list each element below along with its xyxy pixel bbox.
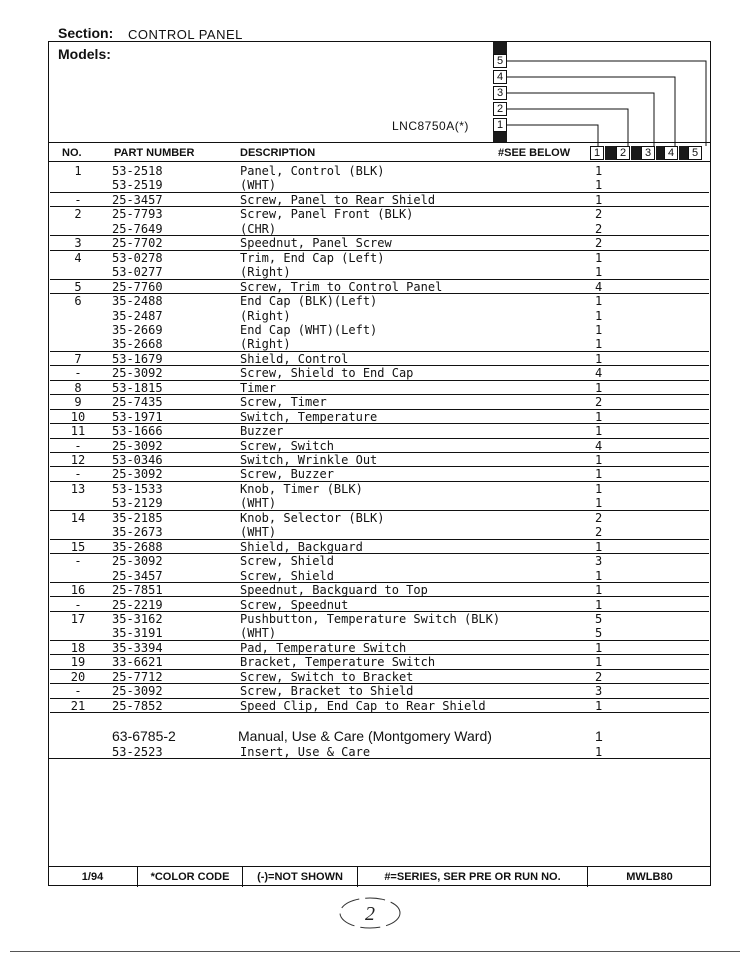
- item-number: 9: [74, 395, 82, 410]
- item-number: 5: [74, 279, 82, 294]
- table-row: [50, 207, 709, 220]
- table-row: [50, 395, 709, 409]
- item-number: 11: [70, 424, 86, 439]
- table-row: [50, 309, 709, 322]
- table-row: [50, 236, 709, 250]
- quantity: 1: [595, 308, 603, 323]
- item-number: 3: [74, 236, 82, 251]
- part-number: 25-7851: [112, 583, 163, 598]
- description: Knob, Selector (BLK): [240, 510, 385, 525]
- table-row: [50, 337, 709, 351]
- row-rule: [48, 758, 711, 759]
- table-row: [50, 280, 709, 294]
- quantity: 2: [595, 669, 603, 684]
- description: Trim, End Cap (Left): [240, 250, 385, 265]
- description: (WHT): [240, 626, 277, 641]
- description: Screw, Shield: [240, 568, 334, 583]
- header-top-rule: [48, 142, 711, 143]
- table-row: [50, 366, 709, 380]
- description: Timer: [240, 380, 277, 395]
- quantity: 3: [595, 684, 603, 699]
- description: Screw, Buzzer: [240, 467, 334, 482]
- models-label: Models:: [58, 46, 111, 62]
- table-row: [50, 684, 709, 698]
- table-row: [50, 453, 709, 467]
- quantity: 1: [595, 496, 603, 511]
- col-header-part-number: PART NUMBER: [114, 147, 195, 159]
- quantity: 4: [595, 279, 603, 294]
- quantity: 1: [595, 539, 603, 554]
- series-col-1: 1: [590, 146, 604, 160]
- part-number: 53-1679: [112, 351, 163, 366]
- footer-color-code: *COLOR CODE: [138, 867, 243, 887]
- quantity: 1: [595, 337, 603, 352]
- table-row: [50, 511, 709, 524]
- table-row: [50, 265, 709, 279]
- part-number: 25-7702: [112, 236, 163, 251]
- description: Screw, Shield: [240, 554, 334, 569]
- item-number: 19: [70, 655, 86, 670]
- quantity: 2: [595, 236, 603, 251]
- item-number: 4: [74, 250, 82, 265]
- col-header-description: DESCRIPTION: [240, 147, 316, 159]
- quantity: 1: [595, 351, 603, 366]
- quantity: 1: [595, 568, 603, 583]
- series-box-3: 3: [493, 86, 507, 100]
- part-number: 25-3092: [112, 684, 163, 699]
- quantity: 1: [595, 409, 603, 424]
- part-number: 35-2673: [112, 525, 163, 540]
- part-number: 25-3092: [112, 438, 163, 453]
- series-box-5: 5: [493, 54, 507, 68]
- part-number: 25-7649: [112, 221, 163, 236]
- part-number: 35-2487: [112, 308, 163, 323]
- description: Screw, Timer: [240, 395, 327, 410]
- part-number: 53-1815: [112, 380, 163, 395]
- item-number: 12: [70, 453, 86, 467]
- description: Switch, Temperature: [240, 409, 378, 424]
- table-row: [50, 525, 709, 539]
- series-col-3: 3: [641, 146, 655, 160]
- header-bottom-rule: [48, 161, 711, 162]
- section-label: Section:: [58, 25, 114, 41]
- part-number: 35-3191: [112, 626, 163, 641]
- table-row: [50, 193, 709, 207]
- part-number: 53-2519: [112, 178, 163, 193]
- item-number: 17: [70, 611, 86, 626]
- bottom-rule: [10, 951, 740, 952]
- table-row: [50, 626, 709, 640]
- series-box-4: 4: [493, 70, 507, 84]
- table-row: [50, 612, 709, 625]
- description: Shield, Control: [240, 351, 349, 366]
- quantity: 1: [595, 481, 603, 496]
- description: Screw, Switch: [240, 438, 334, 453]
- item-number: 15: [70, 539, 86, 554]
- description: Insert, Use & Care: [240, 745, 371, 759]
- description: (WHT): [240, 525, 277, 540]
- part-number: 25-7760: [112, 279, 163, 294]
- item-number: 14: [70, 510, 86, 525]
- description: Screw, Panel to Rear Shield: [240, 192, 436, 207]
- item-number: -: [74, 366, 82, 381]
- description: Shield, Backguard: [240, 539, 363, 554]
- table-row: [50, 251, 709, 264]
- quantity: 1: [595, 698, 603, 713]
- item-number: 8: [74, 380, 82, 395]
- quantity: 1: [595, 265, 603, 280]
- table-row: [50, 745, 709, 758]
- table-row: [50, 670, 709, 684]
- description: (Right): [240, 337, 291, 352]
- item-number: 10: [70, 409, 86, 424]
- series-connector-lines: [0, 0, 750, 160]
- quantity: 2: [595, 221, 603, 236]
- part-number: 63-6785-2: [112, 728, 176, 744]
- model-name: LNC8750A(*): [392, 119, 469, 133]
- description: (CHR): [240, 221, 277, 236]
- part-number: 35-3162: [112, 611, 163, 626]
- description: (Right): [240, 265, 291, 280]
- description: Screw, Switch to Bracket: [240, 669, 414, 684]
- description: End Cap (WHT)(Left): [240, 322, 378, 337]
- table-row: [50, 496, 709, 510]
- part-number: 25-2219: [112, 597, 163, 612]
- quantity: 1: [595, 640, 603, 655]
- part-number: 35-2185: [112, 510, 163, 525]
- description: End Cap (BLK)(Left): [240, 294, 378, 309]
- quantity: 5: [595, 611, 603, 626]
- description: Buzzer: [240, 424, 284, 439]
- quantity: 1: [595, 453, 603, 467]
- quantity: 1: [595, 294, 603, 309]
- footer-series-note: #=SERIES, SER PRE OR RUN NO.: [358, 867, 588, 887]
- part-number: 35-3394: [112, 640, 163, 655]
- item-number: 21: [70, 698, 86, 713]
- quantity: 2: [595, 510, 603, 525]
- quantity: 1: [595, 322, 603, 337]
- quantity: 5: [595, 626, 603, 641]
- description: Knob, Timer (BLK): [240, 481, 363, 496]
- series-col-divider: [605, 146, 616, 160]
- table-row: [50, 554, 709, 567]
- table-row: [50, 424, 709, 438]
- series-box-2: 2: [493, 102, 507, 116]
- description: Screw, Speednut: [240, 597, 349, 612]
- part-number: 25-7793: [112, 207, 163, 222]
- table-row: [50, 655, 709, 669]
- item-number: 16: [70, 583, 86, 598]
- item-number: 2: [74, 207, 82, 222]
- item-number: 13: [70, 481, 86, 496]
- quantity: 4: [595, 366, 603, 381]
- description: Panel, Control (BLK): [240, 164, 385, 178]
- description: Screw, Panel Front (BLK): [240, 207, 414, 222]
- quantity: 1: [595, 655, 603, 670]
- quantity: 1: [595, 467, 603, 482]
- table-row: [50, 540, 709, 554]
- part-number: 53-0278: [112, 250, 163, 265]
- part-number: 53-2129: [112, 496, 163, 511]
- series-col-4: 4: [664, 146, 678, 160]
- quantity: 1: [595, 192, 603, 207]
- table-row: [50, 482, 709, 495]
- part-number: 25-7852: [112, 698, 163, 713]
- part-number: 35-2668: [112, 337, 163, 352]
- series-box-1: 1: [493, 118, 507, 132]
- part-number: 25-3457: [112, 192, 163, 207]
- item-number: 6: [74, 294, 82, 309]
- footer-date: 1/94: [48, 867, 138, 887]
- description: Manual, Use & Care (Montgomery Ward): [238, 728, 492, 744]
- table-row: [50, 410, 709, 424]
- quantity: 1: [595, 178, 603, 193]
- part-number: 53-0346: [112, 453, 163, 467]
- item-number: 18: [70, 640, 86, 655]
- part-number: 35-2669: [112, 322, 163, 337]
- item-number: 20: [70, 669, 86, 684]
- quantity: 2: [595, 525, 603, 540]
- table-row: [50, 439, 709, 453]
- series-col-5: 5: [688, 146, 702, 160]
- footer-bar: [48, 866, 711, 887]
- col-header-see-below: #SEE BELOW: [498, 147, 571, 159]
- part-number: 25-3092: [112, 467, 163, 482]
- quantity: 1: [595, 380, 603, 395]
- part-number: 33-6621: [112, 655, 163, 670]
- table-row: [50, 164, 709, 177]
- description: Speednut, Backguard to Top: [240, 583, 428, 598]
- part-number: 25-3457: [112, 568, 163, 583]
- part-number: 25-7712: [112, 669, 163, 684]
- description: (WHT): [240, 178, 277, 193]
- col-header-no: NO.: [62, 147, 82, 159]
- quantity: 1: [595, 728, 603, 744]
- description: Screw, Trim to Control Panel: [240, 279, 443, 294]
- item-number: 7: [74, 351, 82, 366]
- table-row: [50, 699, 709, 713]
- table-row: [50, 728, 709, 746]
- quantity: 1: [595, 745, 603, 759]
- description: Pad, Temperature Switch: [240, 640, 407, 655]
- item-number: -: [74, 192, 82, 207]
- item-number: -: [74, 597, 82, 612]
- table-row: [50, 598, 709, 612]
- table-row: [50, 352, 709, 366]
- item-number: -: [74, 684, 82, 699]
- part-number: 25-7435: [112, 395, 163, 410]
- part-number: 25-3092: [112, 554, 163, 569]
- description: Screw, Shield to End Cap: [240, 366, 414, 381]
- item-number: 1: [74, 164, 82, 178]
- table-row: [50, 569, 709, 583]
- part-number: 35-2488: [112, 294, 163, 309]
- quantity: 2: [595, 395, 603, 410]
- table-row: [50, 641, 709, 655]
- description: Switch, Wrinkle Out: [240, 453, 378, 467]
- description: Screw, Bracket to Shield: [240, 684, 414, 699]
- section-title: CONTROL PANEL: [128, 27, 243, 42]
- series-col-2: 2: [616, 146, 630, 160]
- quantity: 3: [595, 554, 603, 569]
- item-number: -: [74, 467, 82, 482]
- quantity: 1: [595, 424, 603, 439]
- footer-not-shown: (-)=NOT SHOWN: [243, 867, 358, 887]
- description: Bracket, Temperature Switch: [240, 655, 436, 670]
- part-number: 25-3092: [112, 366, 163, 381]
- item-number: -: [74, 438, 82, 453]
- quantity: 1: [595, 583, 603, 598]
- item-number: -: [74, 554, 82, 569]
- table-row: [50, 583, 709, 597]
- part-number: 53-2518: [112, 164, 163, 178]
- table-row: [50, 222, 709, 236]
- description: (WHT): [240, 496, 277, 511]
- table-row: [50, 381, 709, 395]
- part-number: 53-1533: [112, 481, 163, 496]
- part-number: 53-1666: [112, 424, 163, 439]
- page-number-mark: [335, 893, 405, 933]
- part-number: 53-1971: [112, 409, 163, 424]
- quantity: 1: [595, 164, 603, 178]
- quantity: 4: [595, 438, 603, 453]
- quantity: 1: [595, 597, 603, 612]
- quantity: 2: [595, 207, 603, 222]
- part-number: 53-0277: [112, 265, 163, 280]
- table-row: [50, 323, 709, 336]
- part-number: 53-2523: [112, 745, 163, 759]
- description: (Right): [240, 308, 291, 323]
- table-row: [50, 467, 709, 481]
- table-row: [50, 294, 709, 307]
- description: Speed Clip, End Cap to Rear Shield: [240, 698, 486, 713]
- part-number: 35-2688: [112, 539, 163, 554]
- table-row: [50, 178, 709, 192]
- quantity: 1: [595, 250, 603, 265]
- description: Pushbutton, Temperature Switch (BLK): [240, 611, 501, 626]
- description: Speednut, Panel Screw: [240, 236, 392, 251]
- footer-doc-code: MWLB80: [626, 871, 673, 883]
- svg-text:2: 2: [365, 903, 375, 925]
